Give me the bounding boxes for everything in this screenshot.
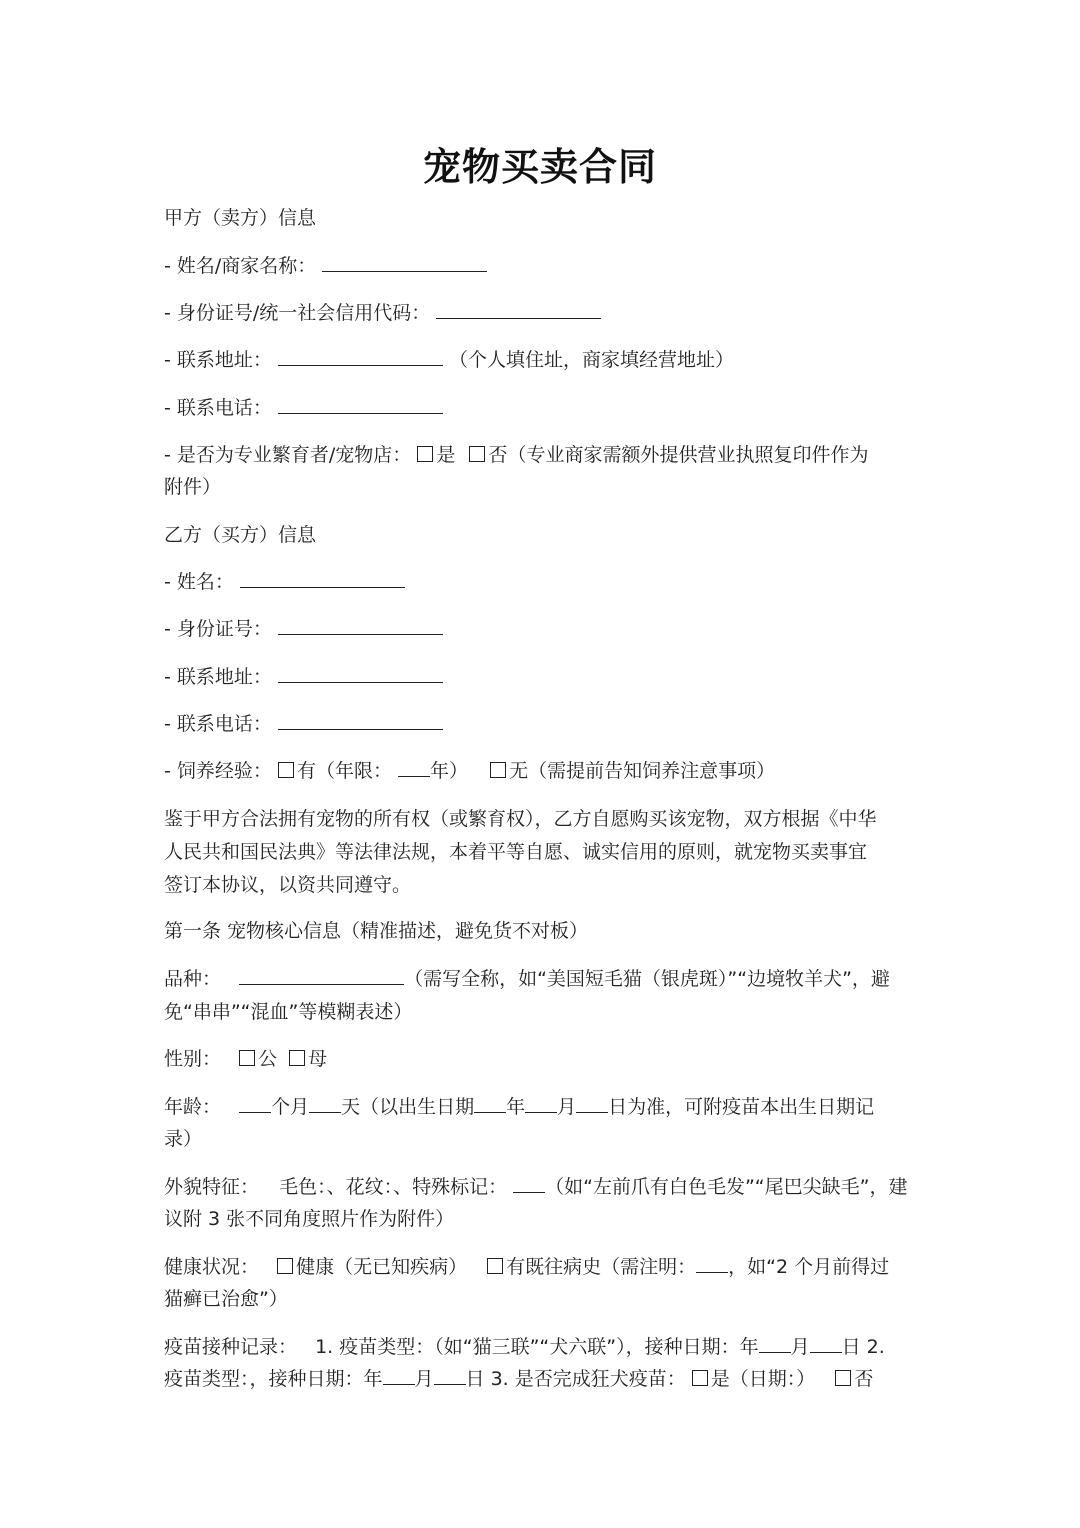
party-a-id-row	[164, 297, 916, 329]
birth-month-label: 月	[557, 1096, 577, 1118]
article-1-heading: 第一条 宠物核心信息（精准描述，避免货不对板）	[164, 920, 589, 942]
sex-female-label: 母	[308, 1048, 328, 1070]
age-day-label: 天（以出生日期	[341, 1096, 475, 1118]
exp-yes-label: 有（年限：	[296, 760, 392, 782]
health-history-blank	[696, 1252, 728, 1273]
rabies-yes-label: 是（日期：）	[710, 1368, 816, 1390]
checkbox-sex-female[interactable]	[289, 1050, 305, 1066]
preamble-line-2: 人民共和国民法典》等法律法规，本着平等自愿、诚实信用的原则，就宠物买卖事宜	[164, 841, 868, 863]
breed-note-1: （需写全称，如“美国短毛猫（银虎斑）”“边境牧羊犬”，避	[404, 968, 890, 990]
breeder-note-1: （专业商家需额外提供营业执照复印件作为	[507, 444, 869, 466]
party-b-phone-blank	[278, 709, 443, 730]
sex-row	[164, 1043, 916, 1075]
vax1-day-label: 日 2.	[841, 1336, 885, 1358]
birth-year-blank	[474, 1092, 506, 1113]
appearance-row	[164, 1171, 916, 1203]
birth-month-blank	[525, 1092, 557, 1113]
appearance-note-2: 议附 3 张不同角度照片作为附件）	[164, 1208, 455, 1230]
breed-note-2: 免“串串”“混血”等模糊表述）	[164, 1001, 413, 1023]
party-b-name-label: - 姓名：	[164, 571, 234, 593]
checkbox-exp-no[interactable]	[490, 762, 506, 778]
party-a-address-label: - 联系地址：	[164, 349, 272, 371]
appearance-note-1: （如“左前爪有白色毛发”“尾巴尖缺毛”，建	[545, 1176, 908, 1198]
exp-no-label: 无（需提前告知饲养注意事项）	[509, 760, 776, 782]
party-b-address-row	[164, 661, 916, 693]
checkbox-breeder-yes[interactable]	[417, 446, 433, 462]
health-row	[164, 1251, 916, 1283]
appearance-label: 外貌特征：	[164, 1176, 260, 1198]
party-b-id-label: - 身份证号：	[164, 618, 272, 640]
party-b-phone-label: - 联系电话：	[164, 713, 272, 735]
party-a-name-label: - 姓名/商家名称：	[164, 255, 317, 277]
special-mark-blank	[513, 1172, 545, 1193]
party-b-id-row	[164, 613, 916, 645]
preamble-line-1: 鉴于甲方合法拥有宠物的所有权（或繁育权），乙方自愿购买该宠物，双方根据《中华	[164, 808, 877, 830]
party-a-heading: 甲方（卖方）信息	[164, 207, 317, 229]
party-b-name-row	[164, 566, 916, 598]
party-a-id-label: - 身份证号/统一社会信用代码：	[164, 302, 431, 324]
vaccine-row-1	[164, 1331, 916, 1363]
party-a-name-blank	[322, 251, 487, 272]
party-a-id-blank	[436, 298, 601, 319]
checkbox-rabies-no[interactable]	[835, 1370, 851, 1386]
breeder-no-label: 否	[488, 444, 508, 466]
vaccine-label: 疫苗接种记录：	[164, 1336, 298, 1358]
health-ok-label: 健康（无已知疾病）	[296, 1256, 468, 1278]
birth-year-label: 年	[506, 1096, 526, 1118]
age-label: 年龄：	[164, 1096, 222, 1118]
vaccine-3: 日 3. 是否完成狂犬疫苗：	[465, 1368, 686, 1390]
checkbox-sex-male[interactable]	[239, 1050, 255, 1066]
sex-male-label: 公	[258, 1048, 278, 1070]
party-a-breeder-note-2: 附件）	[164, 476, 222, 498]
age-day-blank	[309, 1092, 341, 1113]
party-a-address-note: （个人填住址，商家填经营地址）	[449, 349, 735, 371]
vax1-year-blank	[759, 1332, 791, 1353]
health-note-1: ，如“2 个月前得过	[728, 1256, 890, 1278]
checkbox-breeder-no[interactable]	[469, 446, 485, 462]
breed-blank	[239, 964, 404, 985]
breed-row	[164, 963, 916, 995]
vaccine-1: 1. 疫苗类型：（如“猫三联”“犬六联”），接种日期：年	[315, 1336, 759, 1358]
party-b-heading: 乙方（买方）信息	[164, 524, 317, 546]
age-month-label: 个月	[271, 1096, 310, 1118]
party-a-phone-blank	[278, 393, 443, 414]
appearance-fields: 毛色：、花纹：、特殊标记：	[279, 1176, 508, 1198]
party-a-address-row	[164, 344, 916, 376]
birth-day-blank	[576, 1092, 608, 1113]
exp-yes-end: 年）	[430, 760, 469, 782]
exp-years-blank	[398, 756, 430, 777]
vax1-month-blank	[810, 1332, 842, 1353]
age-note-2: 录）	[164, 1128, 203, 1150]
age-month-blank	[239, 1092, 271, 1113]
age-date-note: 日为准，可附疫苗本出生日期记	[608, 1096, 875, 1118]
vaccine-row-2	[164, 1363, 916, 1395]
health-history-label: 有既往病史（需注明：	[506, 1256, 697, 1278]
vax2-month-blank	[434, 1364, 466, 1385]
party-a-name-row	[164, 250, 916, 282]
checkbox-health-ok[interactable]	[277, 1258, 293, 1274]
party-a-phone-row	[164, 392, 916, 424]
party-a-breeder-label: - 是否为专业繁育者/宠物店：	[164, 444, 412, 466]
vax2-year-blank	[383, 1364, 415, 1385]
checkbox-health-history[interactable]	[487, 1258, 503, 1274]
party-b-id-blank	[278, 614, 443, 635]
breed-label: 品种：	[164, 968, 222, 990]
vaccine-2: 疫苗类型：，接种日期：年	[164, 1368, 383, 1390]
checkbox-exp-yes[interactable]	[278, 762, 294, 778]
health-label: 健康状况：	[164, 1256, 260, 1278]
age-row	[164, 1091, 916, 1123]
checkbox-rabies-yes[interactable]	[692, 1370, 708, 1386]
party-b-exp-label: - 饲养经验：	[164, 760, 272, 782]
party-b-phone-row	[164, 708, 916, 740]
sex-label: 性别：	[164, 1048, 222, 1070]
party-b-address-label: - 联系地址：	[164, 666, 272, 688]
party-a-address-blank	[278, 345, 443, 366]
rabies-no-label: 否	[854, 1368, 874, 1390]
preamble-line-3: 签订本协议，以资共同遵守。	[164, 874, 412, 896]
party-a-phone-label: - 联系电话：	[164, 397, 272, 419]
health-note-2: 猫癣已治愈”）	[164, 1288, 288, 1310]
party-b-address-blank	[278, 662, 443, 683]
party-b-name-blank	[240, 567, 405, 588]
vax1-month-label: 月	[790, 1336, 810, 1358]
party-a-breeder-row	[164, 439, 916, 471]
page-title: 宠物买卖合同	[422, 145, 657, 189]
party-b-exp-row	[164, 755, 916, 787]
vax2-month-label: 月	[414, 1368, 434, 1390]
breeder-yes-label: 是	[436, 444, 456, 466]
